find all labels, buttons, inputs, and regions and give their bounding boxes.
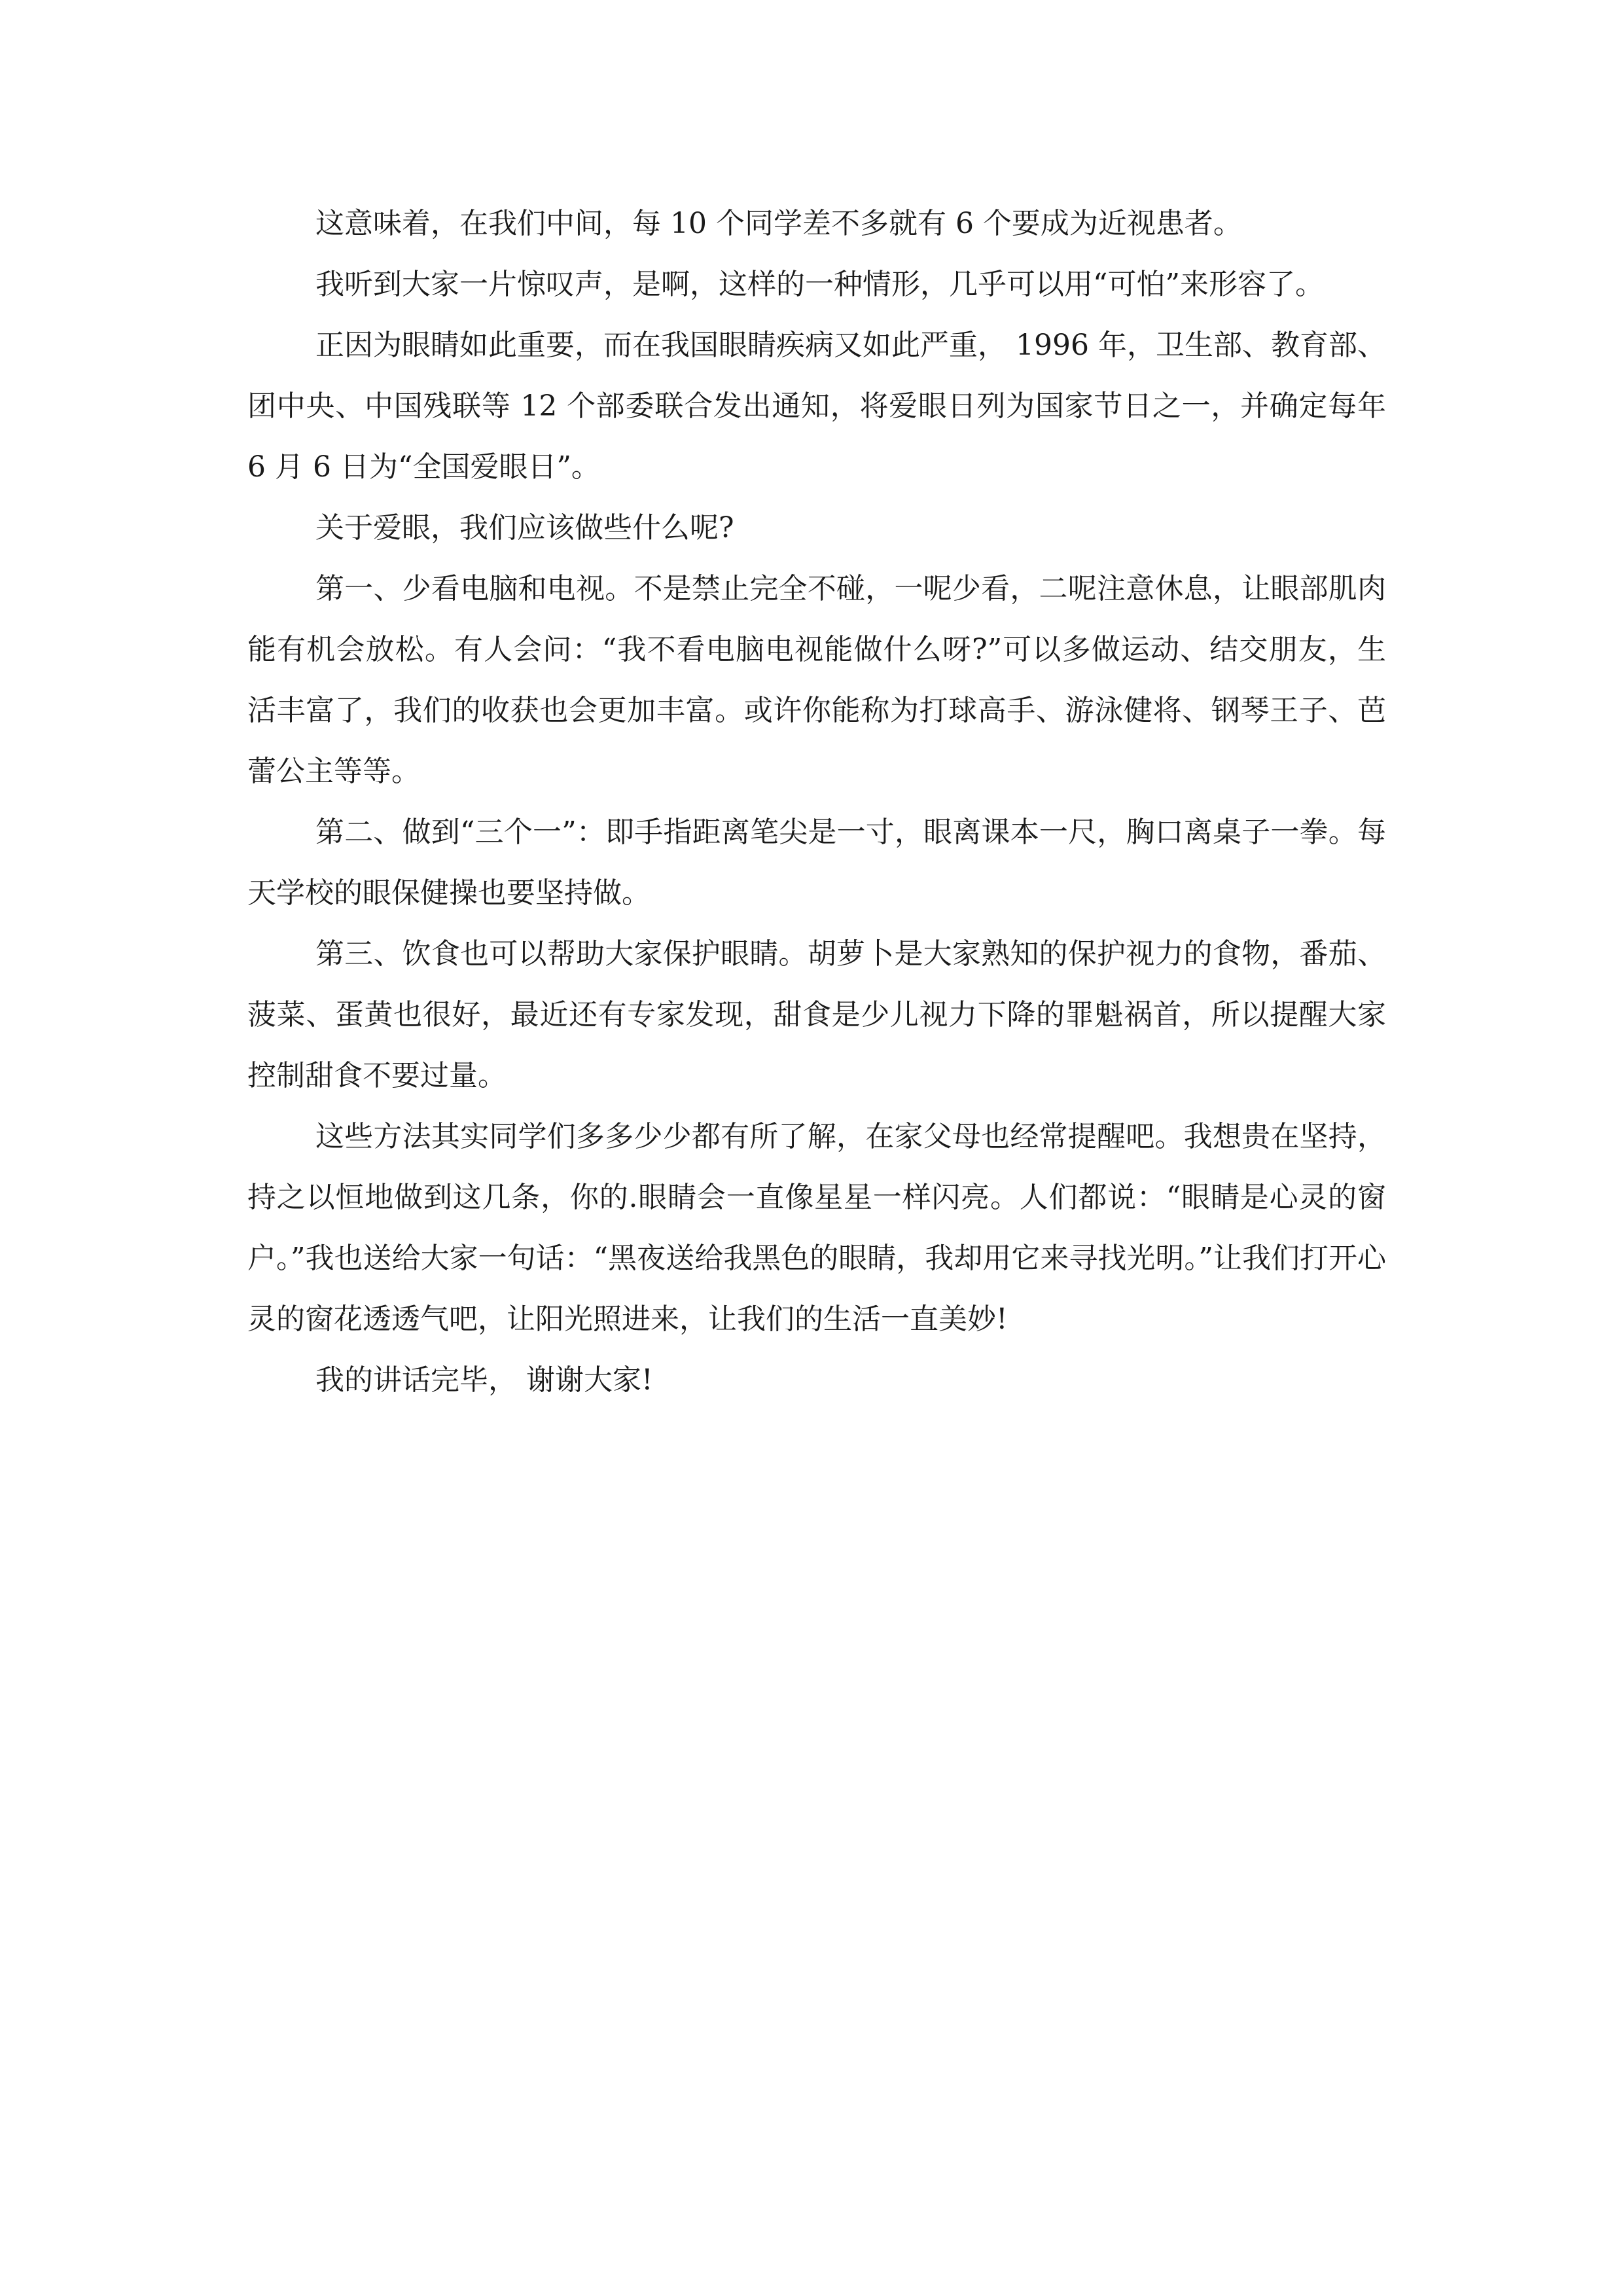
paragraph-audience-reaction: 我听到大家一片惊叹声，是啊，这样的一种情形，几乎可以用“可怕”来形容了。 bbox=[315, 268, 1324, 301]
document-body bbox=[247, 193, 1386, 1410]
paragraph-third-tip: 第三、饮食也可以帮助大家保护眼睛。胡萝卜是大家熟知的保护视力的食物，番茄、菠菜、蛋黄也很好，最近还有专家发现，甜食是少儿视力下降的罪魁祸首，所以提醒大家控制甜食不要过量。 bbox=[247, 937, 1386, 1092]
paragraph-myopia-ratio: 这意味着，在我们中间，每 10 个同学差不多就有 6 个要成为近视患者。 bbox=[315, 207, 1242, 240]
paragraph-closing: 我的讲话完毕， 谢谢大家! bbox=[315, 1363, 653, 1397]
paragraph-second-tip: 第二、做到“三个一”：即手指距离笔尖是一寸，眼离课本一尺，胸口离桌子一拳。每天学校的眼保健操也要坚持做。 bbox=[247, 816, 1386, 910]
paragraph-first-tip: 第一、少看电脑和电视。不是禁止完全不碰，一呢少看，二呢注意休息，让眼部肌肉能有机会放松。有人会问：“我不看电脑电视能做什么呀?”可以多做运动、结交朋友，生活丰富了，我们的收获也会更加丰富。或许你能称为打球高手、游泳健将、钢琴王子、芭蕾公主等等。 bbox=[247, 572, 1386, 788]
paragraph-question: 关于爱眼，我们应该做些什么呢? bbox=[315, 511, 734, 545]
paragraph-eye-day-origin: 正因为眼睛如此重要，而在我国眼睛疾病又如此严重， 1996 年，卫生部、教育部、团中央、中国残联等 12 个部委联合发出通知，将爱眼日列为国家节日之一，并确定每年 6 月 6 日为“全国爱眼日”。 bbox=[247, 329, 1386, 484]
paragraph-persistence: 这些方法其实同学们多多少少都有所了解，在家父母也经常提醒吧。我想贵在坚持，持之以恒地做到这几条，你的.眼睛会一直像星星一样闪亮。人们都说：“眼睛是心灵的窗户。”我也送给大家一句话：“黑夜送给我黑色的眼睛，我却用它来寻找光明。”让我们打开心灵的窗花透透气吧，让阳光照进来，让我们的生活一直美妙! bbox=[247, 1120, 1386, 1336]
